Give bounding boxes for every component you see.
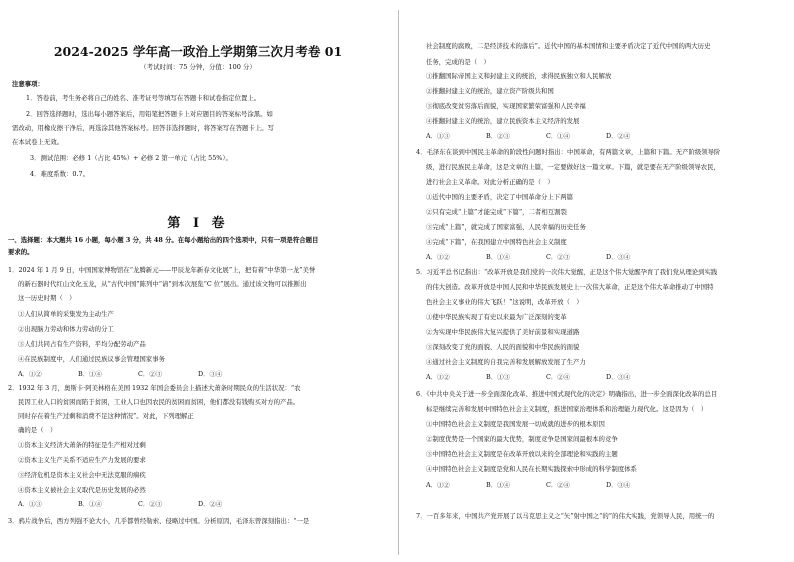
option-b[interactable]: B．①④: [78, 370, 102, 378]
option-d[interactable]: D．③④: [606, 253, 631, 261]
question-6-item: ①中国特色社会主义制度是我国发展一切成就的进步的根本原因: [426, 420, 605, 428]
question-1-item: ③人们共同占有生产资料，平均分配劳动产品: [18, 340, 146, 348]
section-title: 第 I 卷: [167, 216, 229, 231]
note-line: 在本试卷上无效。: [12, 138, 64, 146]
option-a[interactable]: A．①③: [426, 132, 450, 140]
option-c[interactable]: C．②③: [138, 500, 163, 508]
question-1-stem: 这一历史时期（ ）: [18, 294, 76, 302]
page-divider: [398, 10, 399, 555]
question-2-stem: 确的是（ ）: [18, 426, 57, 434]
option-a[interactable]: A．①②: [426, 253, 450, 261]
question-2-stem: 同时存在着生产过剩和消费不足这种情况”。对此，下列理解正: [18, 412, 194, 420]
question-6-stem: 6．《中共中央关于进一步全面深化改革、推进中国式现代化的决定》明确指出，进一步全面深化改革的总目: [416, 390, 718, 398]
question-3-item: ④推翻封建主义的统治，建立民族资本主义经济的发展: [426, 117, 580, 125]
question-3-item: ①推翻国际帝国主义和封建主义的统治，求得民族独立和人民解放: [426, 72, 612, 80]
question-1-stem: 1．2024 年 1 月 9 日，中国国家博物馆在“龙腾新元——甲辰龙年新春文化展”上，把有着“中华第一龙”美誉: [8, 266, 316, 274]
question-3-options: [426, 132, 666, 140]
question-6-options: [426, 481, 666, 489]
question-4-item: ③完成“上篇”，就完成了国家富强、人民幸福的历史任务: [426, 223, 586, 231]
question-4-stem: 级，进行民族民主革命，这是文章的上篇，一定要做好这一篇文章。下篇，就是要在无产阶级领导农民，: [426, 163, 720, 171]
option-c[interactable]: C．②④: [546, 373, 571, 381]
question-6-stem: 标是继续完善和发展中国特色社会主义制度，推进国家治理体系和治理能力现代化。这是因为（ ）: [426, 405, 708, 413]
question-4-options: [426, 253, 666, 261]
question-5-stem: 5．习近平总书记指出：“改革开放是我们党的一次伟大觉醒，正是这个伟大觉醒孕育了我们党从理论到实践: [416, 268, 718, 276]
option-d[interactable]: D．③④: [606, 481, 631, 489]
option-b[interactable]: B．①③: [486, 373, 510, 381]
section-intro: 一、选择题：本大题共 16 小题，每小题 3 分，共 48 分。在每小题给出的四个选项中，只有一项是符合题目: [8, 236, 319, 244]
option-a[interactable]: A．①②: [426, 481, 450, 489]
question-4-stem: 4．毛泽东在谈到中国民主革命的阶段性问题时指出：中国革命，有两篇文章，上篇和下篇。无产阶级领导阶: [416, 148, 721, 156]
question-5-item: ①使中华民族实现了有史以来最为广泛深刻的变革: [426, 313, 567, 321]
option-c[interactable]: C．②③: [546, 253, 571, 261]
question-3-stem: 3．鸦片战争后，西方列强不论大小，几乎都曾经勒索、侵略过中国。分析原因，毛泽东曾深刻指出：“一是: [8, 517, 310, 525]
question-4-item: ②只有完成“上篇”才能完成“下篇”，二者相互割裂: [426, 208, 567, 216]
question-5-item: ③深刻改变了党的面貌、人民的面貌和中华民族的面貌: [426, 343, 580, 351]
option-b[interactable]: B．②③: [486, 132, 510, 140]
option-b[interactable]: B．①④: [78, 500, 102, 508]
note-line: 1．答卷前，考生务必将自己的姓名、准考证号等填写在答题卡和试卷指定位置上。: [26, 94, 261, 102]
question-4-item: ①近代中国的主要矛盾，决定了中国革命分上下两篇: [426, 193, 573, 201]
option-d[interactable]: D．②④: [198, 500, 223, 508]
question-2-stem: 2．1932 年 3 月，奥斯卡·阿美林格在美国 1932 年国会委员会上描述大萧条时期民众的生活状况：“农: [8, 384, 301, 392]
question-1-item: ①人们从简单的采集发为主动生产: [18, 310, 114, 318]
question-1-item: ④在民族制度中，人们通过民族议事会管理国家事务: [18, 355, 165, 363]
question-1-stem: 的新石器时代红山文化玉龙，从“古代中国”陈列中“请”到本次展览“C 位”展出。通过该文物可以推断出: [18, 280, 307, 288]
note-line: 需改动，用橡皮擦干净后，再选涂其他答案标号。回答非选择题时，将答案写在答题卡上。写: [12, 124, 275, 132]
left-page: [8, 0, 388, 562]
note-line: 2．回答选择题时，选出每小题答案后，用铅笔把答题卡上对应题目的答案标号涂黑。如: [26, 110, 273, 118]
exam-subtitle: （考试时间：75 分钟，分值：100 分）: [140, 63, 256, 71]
question-2-item: ②资本主义生产关系不适应生产力发展的要求: [18, 456, 146, 464]
option-d[interactable]: D．③④: [606, 373, 631, 381]
right-page: [410, 0, 790, 562]
question-2-item: ①资本主义经济大萧条的特征是生产相对过剩: [18, 441, 146, 449]
question-7-stem: 7．一百多年来，中国共产党开展了以马克思主义之“矢”射中国之“的”的伟大实践，党领导人民，用统一的: [416, 512, 715, 520]
option-a[interactable]: A．①②: [426, 373, 450, 381]
option-d[interactable]: D．③④: [198, 370, 223, 378]
question-2-options: [18, 500, 258, 508]
question-4-item: ④完成“下篇”，在我国建立中国特色社会主义制度: [426, 238, 567, 246]
section-intro: 要求的。: [8, 248, 34, 256]
option-c[interactable]: C．②③: [138, 370, 163, 378]
exam-title: 2024-2025 学年高一政治上学期第三次月考卷 01: [53, 44, 343, 59]
option-d[interactable]: D．②④: [606, 132, 631, 140]
question-4-stem: 进行社会主义革命。对此分析正确的是（ ）: [426, 178, 554, 186]
note-line: 3．测试范围：必修 1（占比 45%）+ 必修 2 第一单元（占比 55%）。: [30, 154, 232, 162]
option-a[interactable]: A．①②: [18, 370, 42, 378]
question-2-item: ③经济危机是资本主义社会中无法克服的痼疾: [18, 471, 146, 479]
question-5-item: ②为实现中华民族伟大复兴提供了美好前景和实现道路: [426, 328, 580, 336]
question-3-stem: 任务，完成的是（ ）: [426, 58, 490, 66]
question-5-options: [426, 373, 666, 381]
question-6-item: ④中国特色社会主义制度是党和人民在长期实践探索中形成的科学制度体系: [426, 465, 637, 473]
note-line: 4．难度系数：0.7。: [30, 170, 89, 178]
option-b[interactable]: B．①④: [486, 253, 510, 261]
question-3-stem: 社会制度的腐败，二是经济技术的落后”。近代中国的基本国情和主要矛盾决定了近代中国的两大历史: [426, 42, 711, 50]
question-2-item: ④资本主义被社会主义取代是历史发展的必然: [18, 486, 146, 494]
option-c[interactable]: C．①④: [546, 132, 571, 140]
question-3-item: ③彻底改变贫穷落后面貌，实现国家繁荣富强和人民幸福: [426, 102, 586, 110]
notes-heading: 注意事项：: [12, 80, 44, 88]
option-a[interactable]: A．①③: [18, 500, 42, 508]
question-6-item: ③中国特色社会主义制度是在改革开放以来的全部理论和实践的主题: [426, 450, 618, 458]
option-b[interactable]: B．①④: [486, 481, 510, 489]
option-c[interactable]: C．②④: [546, 481, 571, 489]
question-5-stem: 色社会主义事业的伟大飞跃！”这说明，改革开放（ ）: [426, 298, 583, 306]
question-6-item: ②制度优势是一个国家的最大优势，制度竞争是国家间最根本的竞争: [426, 435, 618, 443]
question-1-item: ②出现脑力劳动和体力劳动的分工: [18, 325, 114, 333]
question-5-item: ④通过社会主义制度的自我完善和发展解放发展了生产力: [426, 358, 586, 366]
question-3-item: ②推翻封建主义的统治，建立资产阶级共和国: [426, 87, 554, 95]
question-5-stem: 的伟大创造。改革开放是中国人民和中华民族发展史上一次伟大革命，正是这个伟大革命推动了中国特: [426, 283, 714, 291]
question-1-options: [18, 370, 258, 378]
question-2-stem: 民因工业人口的贫困而陷于贫困，工业人口也因农民的贫困而贫困，他们都没有钱购买对方的产品。: [18, 398, 300, 406]
